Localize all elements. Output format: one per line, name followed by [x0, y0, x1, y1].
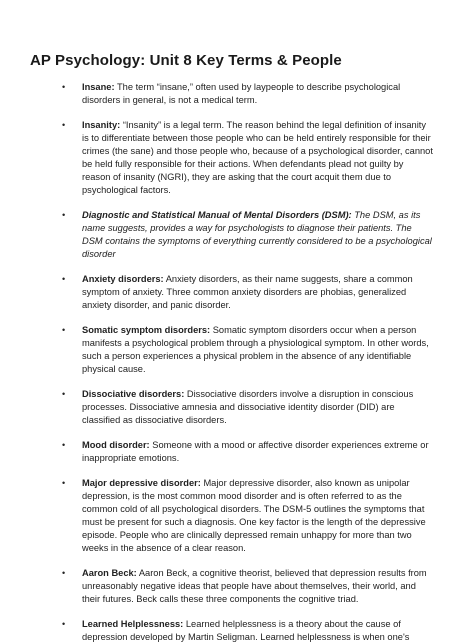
bullet-icon: •: [62, 619, 66, 629]
bullet-icon: •: [62, 325, 66, 335]
term-label: Mood disorder:: [82, 440, 150, 450]
term-definition: The term “insane,” often used by laypeople to describe psychological disorders in general, is not a medical term.: [82, 82, 401, 105]
list-item: [30, 618, 434, 644]
list-item: [30, 273, 434, 312]
term-label: Learned Helplessness:: [82, 619, 184, 629]
term-definition: Aaron Beck, a cognitive theorist, believed that depression results from unreasonably negative ideas that people have about themselves, their world, and their futures. Beck calls these three components the cognitive triad.: [82, 568, 427, 604]
term-label: Dissociative disorders:: [82, 389, 185, 399]
list-item: [30, 324, 434, 376]
bullet-icon: •: [62, 389, 66, 399]
term-label: Somatic symptom disorders:: [82, 325, 211, 335]
term-definition: Dissociative disorders involve a disruption in conscious processes. Dissociative amnesia and dissociative identity disorder (DID) are classified as dissociative disorders.: [82, 389, 414, 425]
term-label: Insane:: [82, 82, 115, 92]
bullet-icon: •: [62, 274, 66, 284]
term-definition: Someone with a mood or affective disorder experiences extreme or inappropriate emotions.: [82, 440, 429, 463]
bullet-icon: •: [62, 82, 66, 92]
bullet-icon: •: [62, 478, 66, 488]
term-label: Major depressive disorder:: [82, 478, 201, 488]
page-title: AP Psychology: Unit 8 Key Terms & People: [30, 52, 342, 69]
term-label: Aaron Beck:: [82, 568, 137, 578]
bullet-icon: •: [62, 210, 66, 220]
list-item: [30, 439, 434, 465]
term-label: Anxiety disorders:: [82, 274, 164, 284]
term-definition: Major depressive disorder, also known as unipolar depression, is the most common mood disorder and is often referred to as the common cold of all psychological disorders. The DSM-5 outlines the symptoms that must be present for such a diagnosis. One key factor is the length of the depressive episode. People who are clinically depressed remain unhappy for more than two weeks in the absence of a clear reason.: [82, 478, 426, 553]
bullet-icon: •: [62, 120, 66, 130]
bullet-icon: •: [62, 568, 66, 578]
list-item: [30, 477, 434, 555]
term-list: [30, 81, 434, 644]
list-item: [30, 81, 434, 107]
term-label: Insanity:: [82, 120, 121, 130]
list-item: [30, 388, 434, 427]
term-definition: Learned helplessness is a theory about the cause of depression developed by Martin Seligman. Learned helplessness is when one's: [82, 619, 410, 642]
list-item: [30, 567, 434, 606]
list-item: [30, 119, 434, 197]
term-definition: Somatic symptom disorders occur when a person manifests a psychological problem through a physiological symptom. In other words, such a person experiences a physical problem in the absence of any identifiable physical cause.: [82, 325, 429, 374]
term-definition: Anxiety disorders, as their name suggests, share a common symptom of anxiety. Three common anxiety disorders are phobias, generalized anxiety disorder, and panic disorder.: [82, 274, 413, 310]
bullet-icon: •: [62, 440, 66, 450]
term-definition: The DSM, as its name suggests, provides a way for psychologists to diagnose their patients. The DSM contains the symptoms of everything currently considered to be a psychological disorder: [82, 210, 432, 259]
list-item: [30, 209, 434, 261]
term-label: Diagnostic and Statistical Manual of Mental Disorders (DSM):: [82, 210, 352, 220]
term-definition: “Insanity” is a legal term. The reason behind the legal definition of insanity is to differentiate between those people who can be held entirely responsible for their crimes (the sane) and those people who, because of a psychological disorder, cannot be held fully responsible for their actions. When defendants plead not guilty by reason of insanity (NGRI), they are asking that the court acquit them due to psychological factors.: [82, 120, 433, 195]
